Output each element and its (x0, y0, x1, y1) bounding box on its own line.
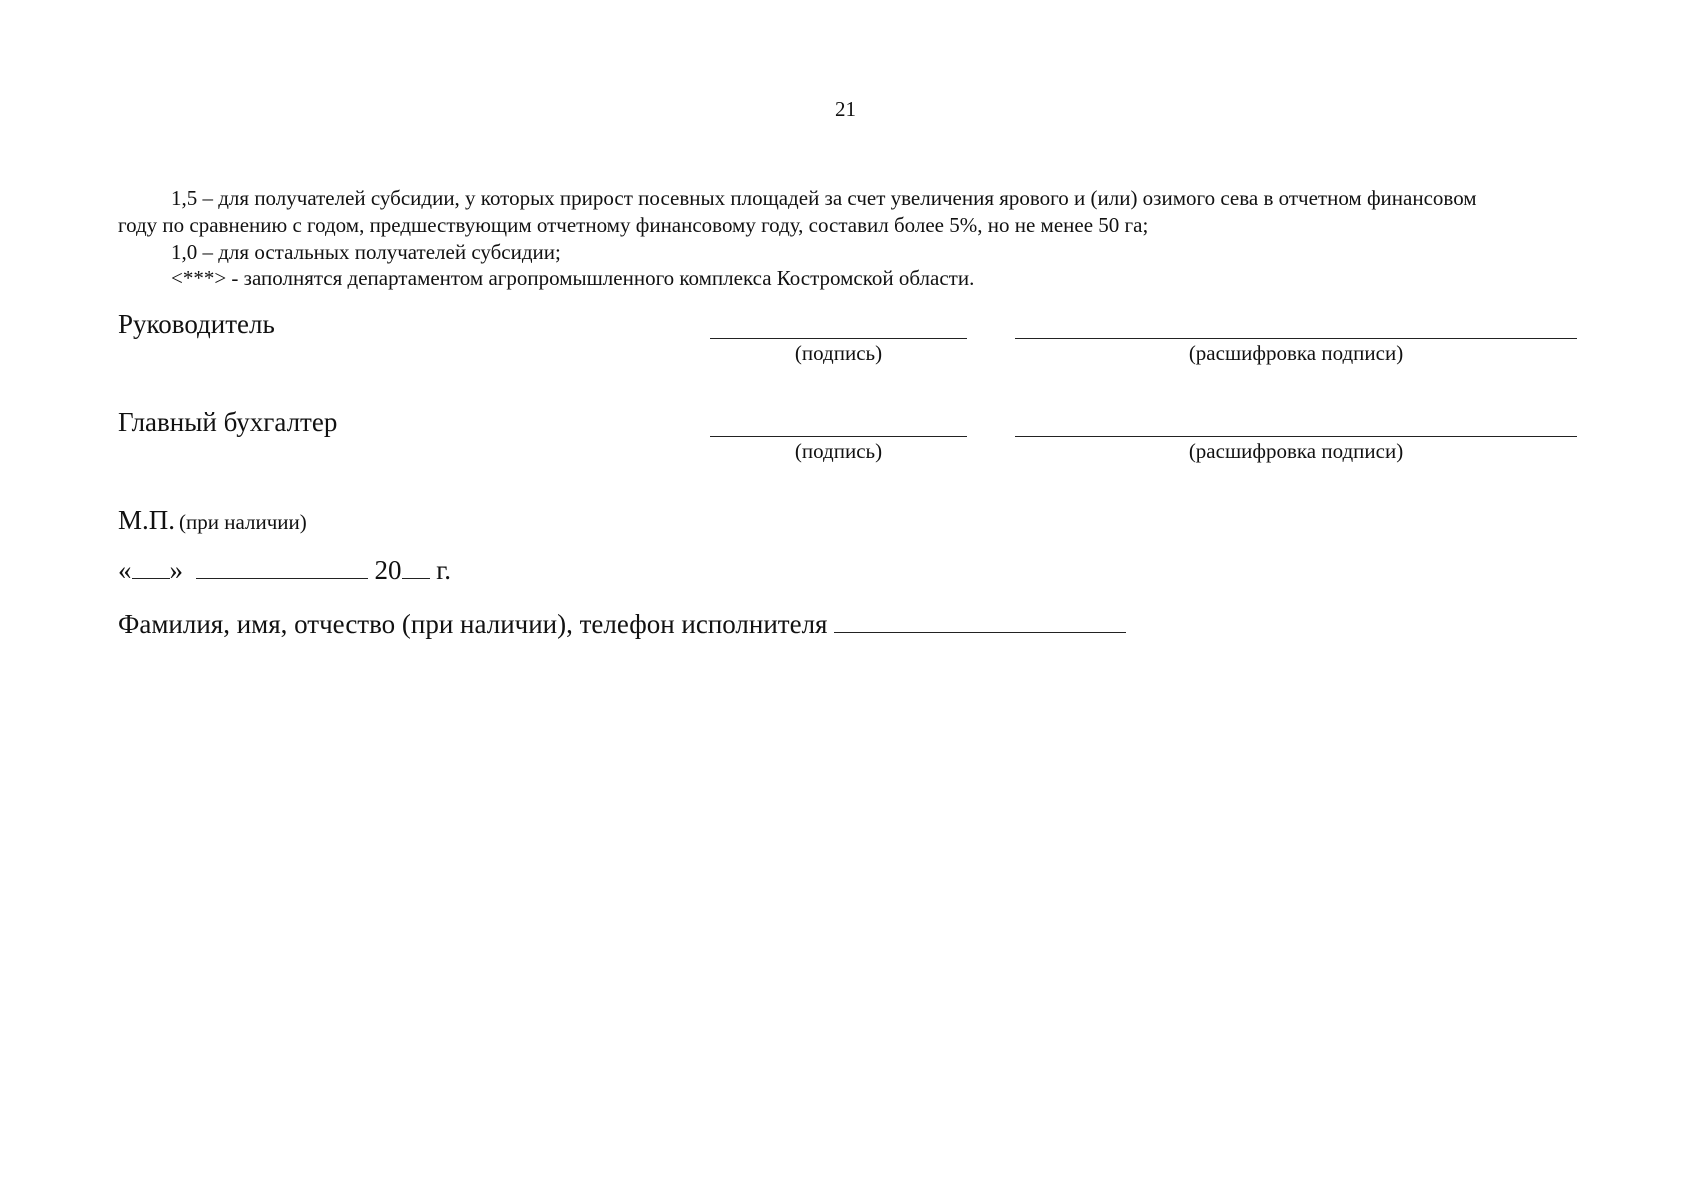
head-decoding-caption: (расшифровка подписи) (1188, 341, 1404, 365)
accountant-title: Главный бухгалтер (118, 407, 338, 437)
executor-label: Фамилия, имя, отчество (при наличии), телефон исполнителя (118, 609, 828, 639)
date-day-field[interactable] (132, 556, 170, 579)
page-number: 21 (835, 97, 856, 121)
head-title: Руководитель (118, 309, 275, 339)
head-decoding-line[interactable] (1015, 338, 1577, 339)
note-line-3: 1,0 – для остальных получателей субсидии; (171, 240, 561, 264)
stamp-line (118, 505, 307, 536)
note-line-1: 1,5 – для получателей субсидии, у которых прирост посевных площадей за счет увеличения ярового и (или) озимого сева в отчетном финансовом (171, 186, 1477, 210)
accountant-signature-line[interactable] (710, 436, 967, 437)
accountant-decoding-line[interactable] (1015, 436, 1577, 437)
accountant-decoding-caption: (расшифровка подписи) (1188, 439, 1404, 463)
executor-line (118, 609, 1126, 640)
date-year-prefix: 20 (374, 555, 402, 585)
stamp-label: М.П. (118, 505, 176, 535)
date-year-field[interactable] (402, 556, 430, 579)
executor-field[interactable] (834, 610, 1126, 633)
note-line-4: <***> - заполнятся департаментом агропромышленного комплекса Костромской области. (171, 266, 975, 290)
stamp-note: (при наличии) (179, 510, 307, 534)
head-signature-line[interactable] (710, 338, 967, 339)
date-year-suffix: г. (436, 555, 452, 585)
head-signature-caption: (подпись) (794, 341, 883, 365)
date-month-field[interactable] (196, 556, 368, 579)
date-open-quote: « (118, 555, 132, 585)
date-close-quote: » (169, 555, 183, 585)
date-line (118, 555, 451, 586)
accountant-signature-caption: (подпись) (794, 439, 883, 463)
note-line-2: году по сравнению с годом, предшествующим отчетному финансовому году, составил более 5%, но не менее 50 га; (118, 213, 1149, 237)
